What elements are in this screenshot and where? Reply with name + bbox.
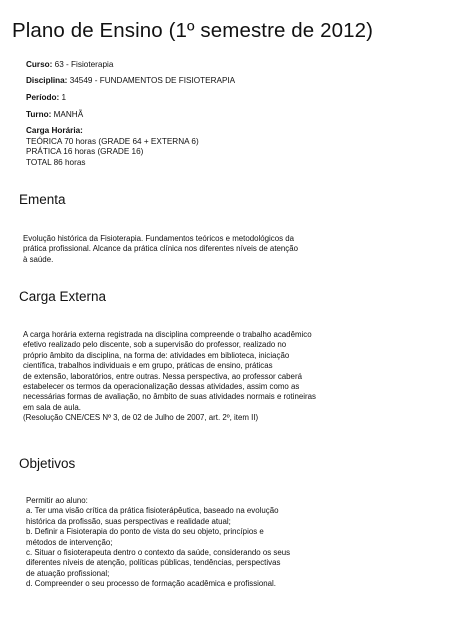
turno-label: Turno: [26,110,52,119]
objetivos-line: de atuação profissional; [26,568,110,578]
carga-horaria-block [26,126,199,168]
carga-horaria-total: TOTAL 86 horas [26,157,86,167]
ementa-heading: Ementa [19,192,66,207]
ementa-line: Evolução histórica da Fisioterapia. Fundamentos teóricos e metodológicos da [23,234,295,243]
carga-externa-text [23,330,316,424]
carga-externa-heading: Carga Externa [19,289,107,304]
carga-externa-line: em sala de aula. [23,402,81,412]
objetivos-heading: Objetivos [19,456,76,471]
curso-value: 63 - Fisioterapia [54,60,114,69]
ementa-text [23,234,298,265]
objetivos-line: d. Compreender o seu processo de formação acadêmica e profissional. [26,579,277,589]
objetivos-line: c. Situar o fisioterapeuta dentro o contexto da saúde, considerando os seus [26,547,291,557]
carga-externa-line: científica, trabalhos individuais e em grupo, práticas de ensino, práticas [23,361,273,371]
turno-value: MANHÃ [53,110,84,119]
curso-label: Curso: [26,60,53,69]
ementa-line: prática profissional. Alcance da prática clínica nos diferentes níveis de atenção [23,244,299,254]
carga-externa-line: estabelecer os termos da operacionalização dessas atividades, assim como as [23,381,300,391]
objetivos-text [26,496,290,590]
carga-horaria-label: Carga Horária: [26,126,83,135]
ementa-line: à saúde. [23,254,54,264]
objetivos-line: diferentes níveis de atenção, políticas públicas, tendências, perspectivas [26,558,281,568]
objetivos-line: b. Definir a Fisioterapia do ponto de vista do seu objeto, princípios e [26,527,264,537]
carga-externa-line: próprio âmbito da disciplina, na forma de: atividades em biblioteca, iniciação [23,350,290,360]
objetivos-line: Permitir ao aluno: [26,496,88,505]
periodo-label: Período: [26,93,60,102]
carga-horaria-teorica: TEÓRICA 70 horas (GRADE 64 + EXTERNA 6) [26,136,199,146]
carga-horaria-pratica: PRÁTICA 16 horas (GRADE 16) [26,147,144,156]
periodo-value: 1 [61,93,67,102]
carga-externa-line: necessárias formas de avaliação, no âmbito de suas atividades normais e rotineiras [23,392,316,402]
turno-row [26,110,83,121]
carga-externa-line: (Resolução CNE/CES Nº 3, de 02 de Julho de 2007, art. 2º, item II) [23,413,259,423]
disciplina-label: Disciplina: [26,76,68,85]
curso-row [26,60,113,71]
disciplina-value: 34549 - FUNDAMENTOS DE FISIOTERAPIA [69,76,236,85]
carga-externa-line: A carga horária externa registrada na disciplina compreende o trabalho acadêmico [23,330,312,339]
page-title: Plano de Ensino (1º semestre de 2012) [12,19,374,42]
carga-externa-line: efetivo realizado pelo discente, sob a supervisão do professor, realizado no [23,340,287,350]
objetivos-line: métodos de intervenção; [26,537,113,547]
periodo-row [26,93,66,104]
disciplina-row [26,76,235,87]
objetivos-line: histórica da profissão, suas perspectivas e realidade atual; [26,516,231,526]
carga-externa-line: de extensão, laboratórios, entre outras. Nessa perspectiva, ao professor caberá [23,371,302,381]
objetivos-line: a. Ter uma visão crítica da prática fisioterápêutica, baseado na evolução [26,506,279,516]
